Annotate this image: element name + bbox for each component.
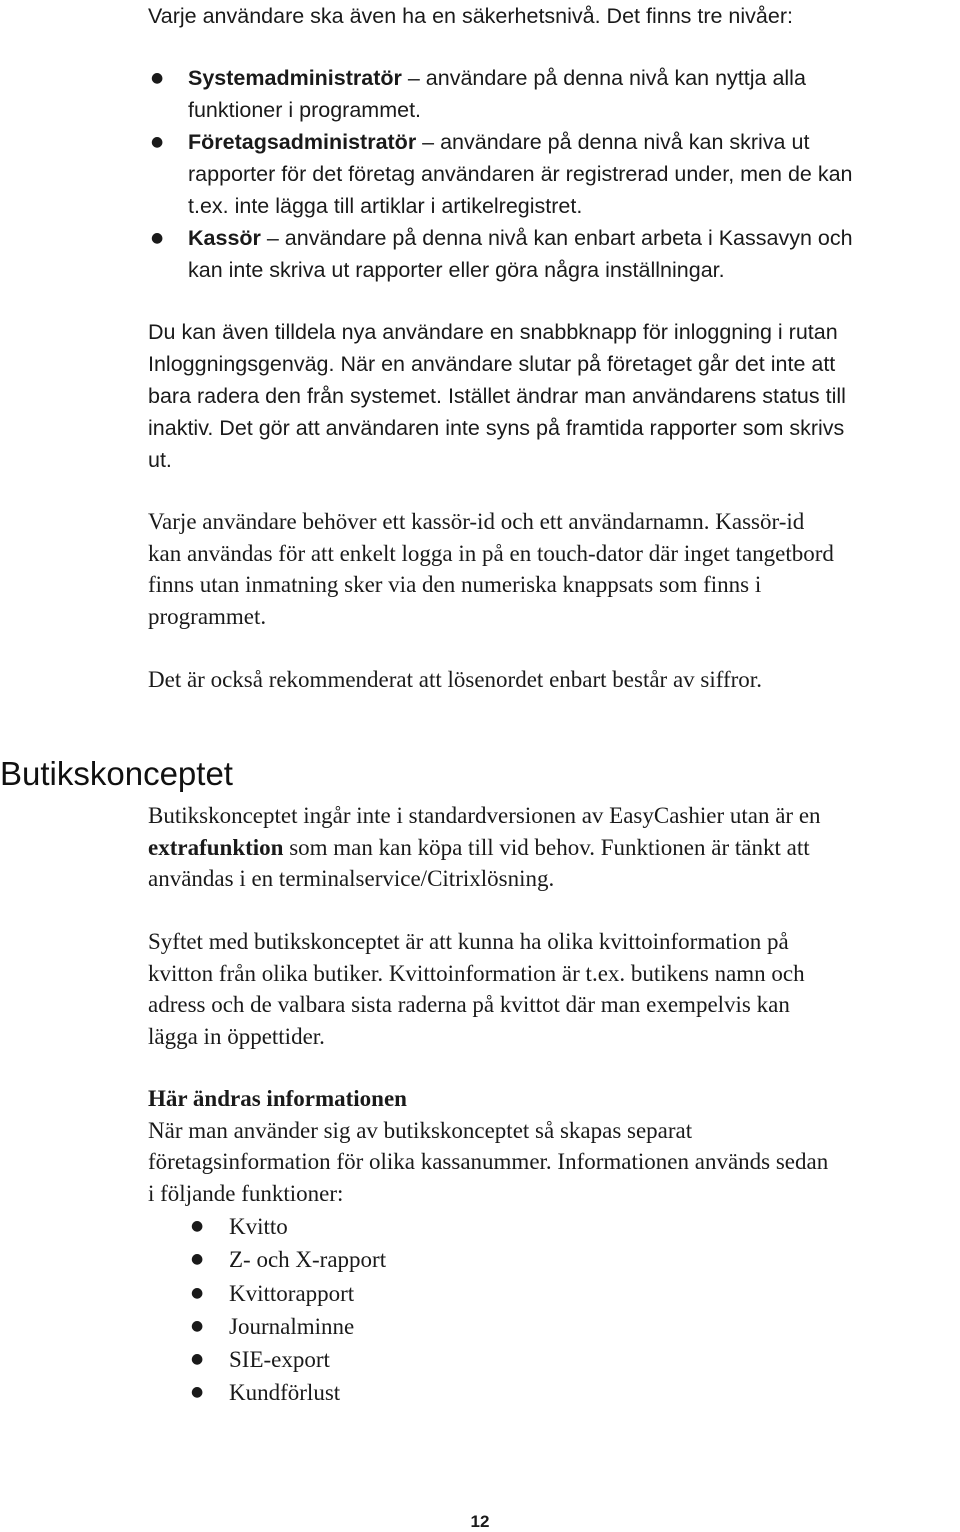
bullet-icon: ●	[191, 1317, 204, 1334]
paragraph-line: När man använder sig av butikskonceptet så skapas separat	[148, 1117, 693, 1143]
level-term: Kassör	[188, 226, 261, 250]
paragraph-line: kvitton från olika butiker. Kvittoinformation är t.ex. butikens namn och	[148, 960, 805, 986]
concept-intro-paragraph	[148, 800, 948, 895]
list-item	[188, 1376, 386, 1409]
list-item	[188, 1243, 386, 1276]
level-text: – användare på denna nivå kan nyttja alla	[401, 66, 806, 90]
paragraph-line: finns utan inmatning sker via den numeriska knappsats som finns i	[148, 572, 762, 597]
function-label: Journalminne	[229, 1313, 355, 1339]
paragraph-line: bara radera den från systemet. Istället ändrar man användarens status till	[148, 384, 846, 408]
emphasis-text: extrafunktion	[148, 834, 284, 860]
paragraph-text: som man kan köpa till vid behov. Funktionen är tänkt att	[283, 834, 810, 860]
paragraph-line: Du kan även tilldela nya användare en snabbknapp för inloggning i rutan	[148, 320, 838, 344]
list-item	[188, 1343, 386, 1376]
function-label: Kvittorapport	[229, 1280, 355, 1306]
paragraph-line	[148, 832, 948, 864]
list-item	[188, 1310, 386, 1343]
paragraph-line: ut.	[148, 448, 172, 472]
function-label: Kundförlust	[229, 1380, 341, 1406]
function-label: Kvitto	[229, 1214, 288, 1239]
functions-list	[188, 1210, 386, 1410]
concept-purpose-paragraph	[148, 926, 948, 1052]
paragraph-line: Inloggningsgenväg. När en användare slutar på företaget går det inte att	[148, 352, 836, 376]
bullet-icon: ●	[151, 134, 164, 150]
level-term: Systemadministratör	[188, 66, 402, 90]
paragraph-line: Syftet med butikskonceptet är att kunna ha olika kvittoinformation på	[148, 929, 789, 954]
paragraph-line: användas i en terminalservice/Citrixlösning.	[148, 866, 555, 891]
password-paragraph: Det är också rekommenderat att lösenordet enbart består av siffror.	[148, 667, 762, 692]
paragraph-line: inaktiv. Det gör att användaren inte syns på framtida rapporter som skrivs	[148, 416, 845, 440]
paragraph-line: företagsinformation för olika kassanummer. Informationen används sedan	[148, 1149, 829, 1174]
bullet-icon: ●	[151, 230, 164, 246]
bullet-icon: ●	[151, 70, 164, 86]
security-levels-list	[148, 62, 948, 286]
paragraph-line: kan användas för att enkelt logga in på en touch-dator där inget tangetbord	[148, 540, 834, 566]
level-text: – användare på denna nivå kan enbart arbeta i Kassavyn och	[260, 226, 853, 250]
concept-info-paragraph	[148, 1083, 948, 1209]
paragraph-line: Varje användare behöver ett kassör-id och ett användarnamn. Kassör-id	[148, 509, 805, 534]
levels-intro: Varje användare ska även ha en säkerhetsnivå. Det finns tre nivåer:	[148, 4, 793, 28]
list-item	[188, 1210, 386, 1243]
paragraph-line: adress och de valbara sista raderna på kvittot där man exempelvis kan	[148, 992, 790, 1017]
level-text: – användare på denna nivå kan skriva ut	[416, 130, 810, 154]
bullet-icon: ●	[191, 1384, 204, 1401]
subheading	[148, 1083, 948, 1115]
level-text: kan inte skriva ut rapporter eller göra några inställningar.	[188, 258, 725, 282]
bullet-icon: ●	[191, 1284, 204, 1301]
function-label: SIE-export	[229, 1347, 330, 1373]
paragraph-line: programmet.	[148, 603, 267, 629]
subheading-text: Här ändras informationen	[148, 1086, 407, 1111]
bullet-icon: ●	[191, 1251, 204, 1268]
list-item	[148, 126, 948, 222]
function-label: Z- och X-rapport	[229, 1247, 387, 1273]
section-heading: Butikskonceptet	[0, 755, 233, 792]
bullet-icon: ●	[191, 1218, 204, 1234]
level-text: rapporter för det företag användaren är registrerad under, men de kan	[188, 162, 853, 186]
list-item	[148, 62, 948, 126]
bullet-icon: ●	[191, 1351, 204, 1368]
level-term: Företagsadministratör	[188, 130, 417, 154]
cashier-id-paragraph	[148, 506, 948, 632]
shortcut-paragraph	[148, 316, 948, 476]
level-text: funktioner i programmet.	[188, 98, 422, 122]
paragraph-line: Butikskonceptet ingår inte i standardversionen av EasyCashier utan är en	[148, 803, 821, 828]
page-number: 12	[470, 1512, 490, 1531]
list-item	[148, 222, 948, 286]
paragraph-line: lägga in öppettider.	[148, 1023, 325, 1049]
level-text: t.ex. inte lägga till artiklar i artikelregistret.	[188, 194, 583, 218]
list-item	[188, 1277, 386, 1310]
paragraph-line: i följande funktioner:	[148, 1180, 344, 1206]
